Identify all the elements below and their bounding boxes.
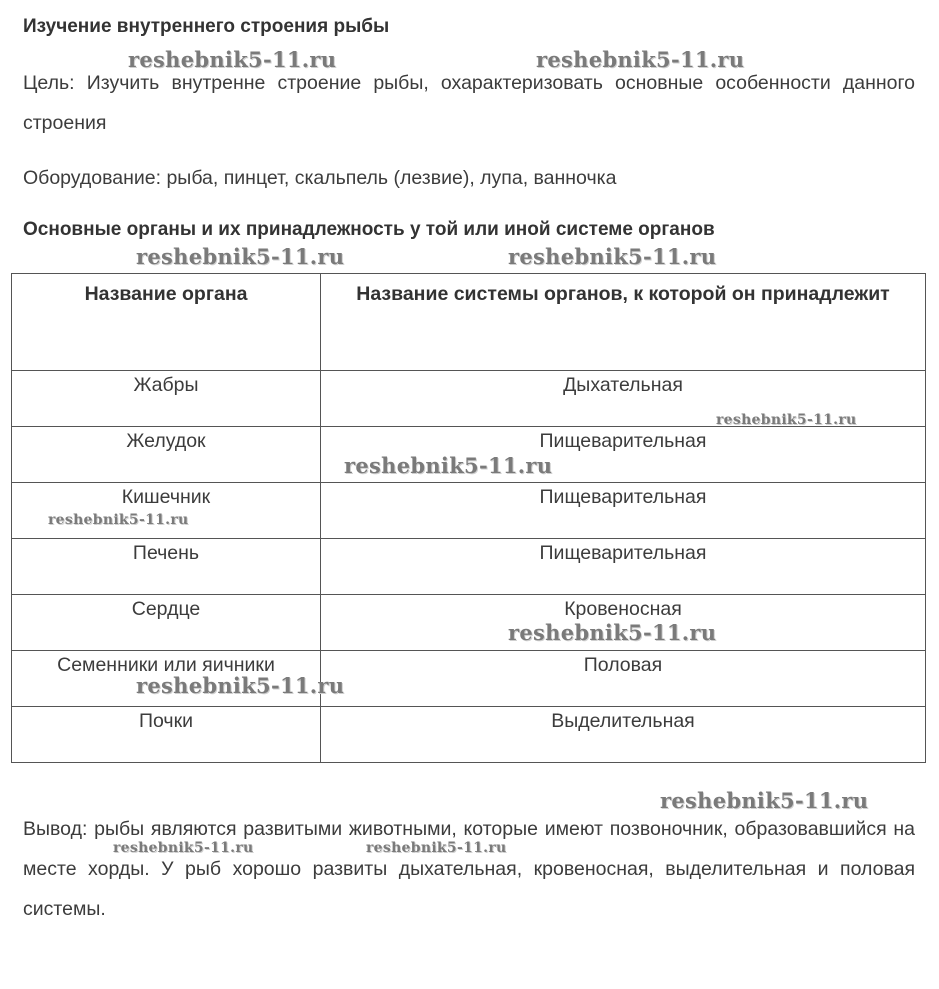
system-cell: Пищеварительная [321, 483, 926, 539]
equipment-paragraph: Оборудование: рыба, пинцет, скальпель (лезвие), лупа, ванночка [23, 167, 617, 189]
watermark: reshebnik5-11.ru [716, 412, 857, 428]
organ-cell: Семенники или яичники [12, 651, 321, 707]
table-row [12, 595, 926, 651]
header-organ-name: Название органа [12, 274, 321, 371]
header-system-name: Название системы органов, к которой он принадлежит [321, 274, 926, 371]
watermark: reshebnik5-11.ru [128, 47, 337, 72]
organ-cell: Сердце [12, 595, 321, 651]
system-cell: Пищеварительная [321, 427, 926, 483]
organ-cell: Печень [12, 539, 321, 595]
table-title: Основные органы и их принадлежность у той или иной системе органов [23, 219, 715, 240]
watermark: reshebnik5-11.ru [136, 244, 345, 269]
table-header-row [12, 274, 926, 371]
watermark: reshebnik5-11.ru [344, 453, 553, 478]
system-cell: Половая [321, 651, 926, 707]
watermark: reshebnik5-11.ru [536, 47, 745, 72]
conclusion-paragraph: Вывод: рыбы являются развитыми животными, которые имеют позвоночник, образовавшийся на месте хорды. У рыб хорошо развиты дыхательная, кровеносная, выделительная и половая системы. [23, 818, 915, 920]
watermark: reshebnik5-11.ru [136, 673, 345, 698]
goal-paragraph: Цель: Изучить внутренне строение рыбы, охарактеризовать основные особенности данного строения [23, 72, 915, 134]
organ-cell: Почки [12, 707, 321, 763]
watermark: reshebnik5-11.ru [48, 512, 189, 528]
table-row [12, 483, 926, 539]
system-cell: Кровеносная [321, 595, 926, 651]
organ-cell: Кишечник [12, 483, 321, 539]
system-cell: Пищеварительная [321, 539, 926, 595]
watermark: reshebnik5-11.ru [660, 788, 869, 813]
organ-cell: Жабры [12, 371, 321, 427]
system-cell: Выделительная [321, 707, 926, 763]
watermark: reshebnik5-11.ru [508, 620, 717, 645]
page-title: Изучение внутреннего строения рыбы [23, 16, 390, 37]
watermark: reshebnik5-11.ru [366, 840, 507, 856]
system-cell: Дыхательная [321, 371, 926, 427]
organ-cell: Желудок [12, 427, 321, 483]
watermark: reshebnik5-11.ru [113, 840, 254, 856]
watermark: reshebnik5-11.ru [508, 244, 717, 269]
table-row [12, 539, 926, 595]
table-row [12, 707, 926, 763]
